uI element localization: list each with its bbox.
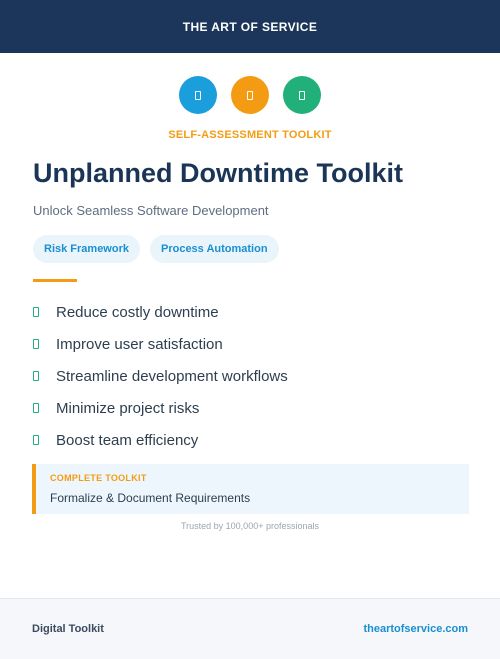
blue-tool-icon — [179, 76, 217, 114]
tag-process-automation[interactable]: Process Automation — [150, 235, 279, 263]
tag-list — [33, 235, 279, 263]
website-link[interactable]: theartofservice.com — [363, 623, 468, 635]
feature-item — [33, 328, 288, 360]
tag-risk-framework[interactable]: Risk Framework — [33, 235, 140, 263]
callout-kicker: COMPLETE TOOLKIT — [50, 473, 147, 483]
feature-item — [33, 424, 288, 456]
top-header-bar — [0, 0, 500, 53]
page-title: Unplanned Downtime Toolkit — [33, 158, 403, 188]
glyph-icon — [247, 91, 253, 100]
check-icon — [33, 435, 39, 445]
orange-tool-icon — [231, 76, 269, 114]
feature-list — [33, 296, 288, 456]
check-icon — [33, 339, 39, 349]
feature-text: Streamline development workflows — [56, 367, 288, 385]
trust-note: Trusted by 100,000+ professionals — [180, 521, 319, 531]
complete-toolkit-callout[interactable] — [32, 464, 469, 514]
check-icon — [33, 307, 39, 317]
feature-item — [33, 296, 288, 328]
section-kicker: SELF-ASSESSMENT TOOLKIT — [168, 129, 332, 141]
check-icon — [33, 371, 39, 381]
icon-row — [0, 76, 500, 114]
accent-divider — [33, 279, 77, 282]
glyph-icon — [299, 91, 305, 100]
feature-item — [33, 392, 288, 424]
footer-label: Digital Toolkit — [32, 623, 104, 635]
green-tool-icon — [283, 76, 321, 114]
callout-text: Formalize & Document Requirements — [50, 491, 251, 505]
feature-item — [33, 360, 288, 392]
footer — [0, 598, 500, 659]
feature-text: Minimize project risks — [56, 399, 200, 417]
feature-text: Improve user satisfaction — [56, 335, 223, 353]
glyph-icon — [195, 91, 201, 100]
feature-text: Reduce costly downtime — [56, 303, 219, 321]
page-subtitle: Unlock Seamless Software Development — [33, 203, 269, 218]
feature-text: Boost team efficiency — [56, 431, 199, 449]
brand-name: THE ART OF SERVICE — [182, 19, 318, 34]
check-icon — [33, 403, 39, 413]
